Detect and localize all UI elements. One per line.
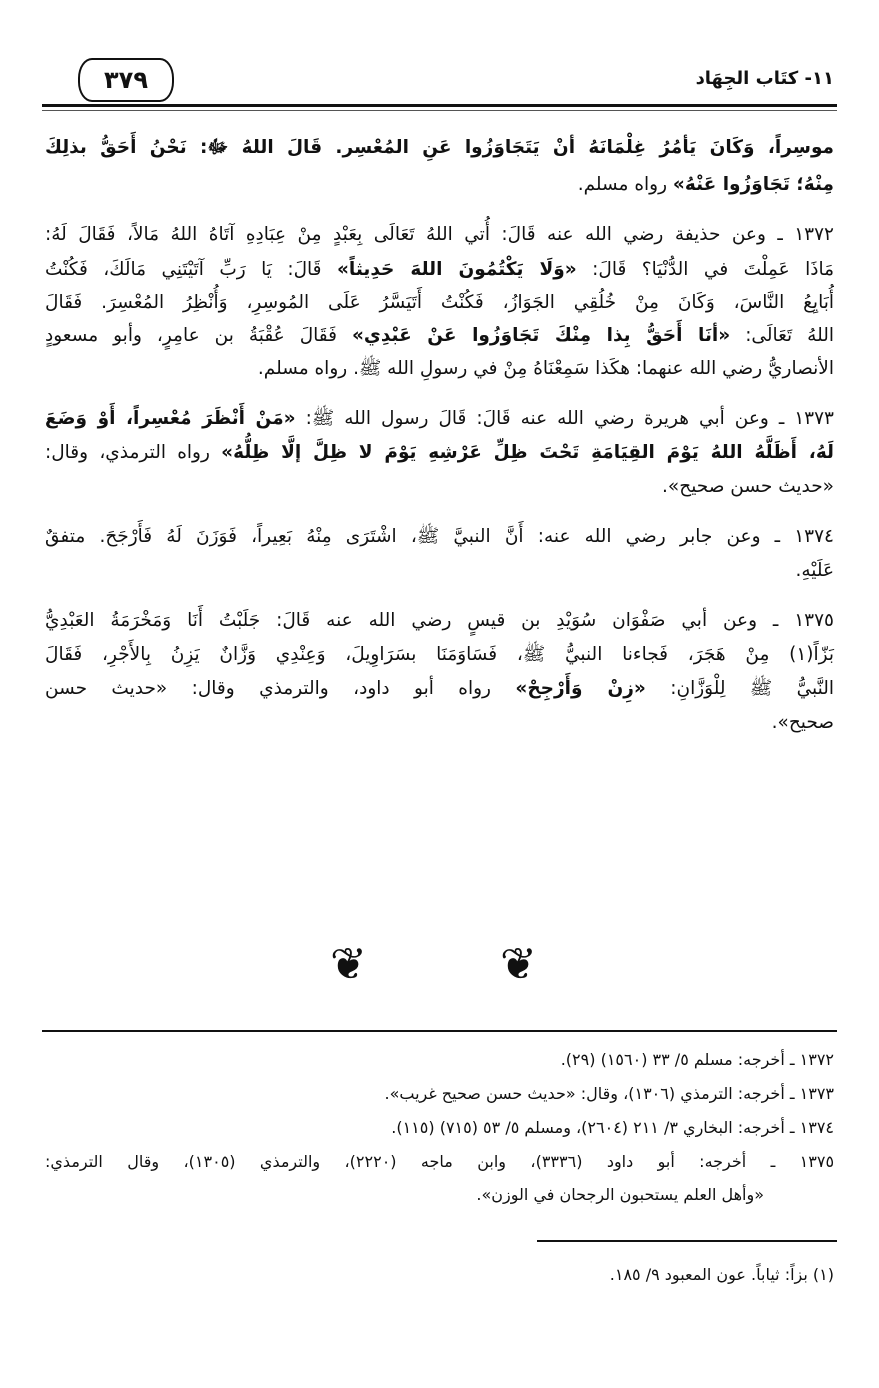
text-line <box>45 438 834 468</box>
text-line <box>45 472 834 502</box>
text-line <box>45 220 834 250</box>
text-line <box>45 170 834 200</box>
text-segment: عَلَيْهِ. <box>795 560 834 581</box>
text-line <box>45 640 834 670</box>
text-line <box>45 522 834 552</box>
hadith-quote-text: «وَلَا يَكْتُمُونَ اللهَ حَدِيثاً» <box>336 259 577 280</box>
text-segment: أُبَايِعُ النَّاسَ، وَكَانَ مِنْ خُلُقِي الجَوَازُ، فَكُنْتُ أَتَيَسَّرُ عَلَى المُوسِرِ، وَأُنْظِرُ المُعْسِرَ. فَقَالَ <box>45 292 834 313</box>
text-line <box>45 708 834 738</box>
header-rule-thin <box>42 110 837 111</box>
text-segment: فَقَالَ عُقْبَةُ بن عامِرٍ، وأبو مسعودٍ <box>45 325 352 346</box>
text-segment: رواه مسلم. <box>577 174 673 195</box>
text-segment: مَاذَا عَمِلْتَ في الدُّنْيَا؟ قَالَ: <box>576 259 834 280</box>
text-line <box>45 606 834 636</box>
text-line <box>45 354 834 384</box>
hadith-quote-text: «مَنْ أَنْظَرَ مُعْسِراً، أَوْ وَضَعَ <box>45 408 296 429</box>
text-segment: الأنصاريُّ رضي الله عنهما: هكَذا سَمِعْنَاهُ مِنْ في رسولِ الله ﷺ. رواه مسلم. <box>257 358 834 379</box>
text-segment: قَالَ: يَا رَبِّ آتَيْتَنِي مَالَكَ، فَكُنْتُ <box>45 259 337 280</box>
text-segment: رواه أبو داود، والترمذي وقال: «حديث حسن <box>45 678 516 699</box>
text-segment: بَزّاً(١) مِنْ هَجَرَ، فَجاءنا النبيُّ ﷺ، فَسَاوَمَنَا بسَرَاوِيلَ، وَعِنْدِي وَزَّانٌ يَزِنُ بِالأَجْرِ، فَقَالَ <box>45 644 834 665</box>
text-segment: ١٣٧٢ ـ وعن حذيفة رضي الله عنه قَالَ: أُتي اللهُ تَعَالَى بِعَبْدٍ مِنْ عِبَادِهِ آتَاهُ اللهُ مَالاً، فَقَالَ لَهُ: <box>45 224 834 245</box>
text-segment: ١٣٧٥ ـ وعن أبي صَفْوَان سُوَيْدِ بن قيسٍ رضي الله عنه قَالَ: جَلَبْتُ أَنَا وَمَخْرَمَةُ العَبْدِيُّ <box>45 610 834 631</box>
section-ornaments <box>0 940 879 1000</box>
footnote-note-1: (١) بزاً: ثياباً. عون المعبود ٩/ ١٨٥. <box>609 1265 834 1284</box>
text-line <box>45 556 834 586</box>
text-line <box>45 288 834 318</box>
chapter-title: ١١- كتَاب الجِهَاد <box>695 68 834 89</box>
header-rule <box>42 104 837 107</box>
floral-ornament-icon: ❦ <box>500 939 537 990</box>
text-segment: رواه الترمذي، وقال: <box>45 442 222 463</box>
text-line <box>45 255 834 285</box>
text-line <box>45 133 834 163</box>
text-segment: اللهُ تَعَالَى: <box>730 325 834 346</box>
hadith-quote-text: «زِنْ وَأَرْجِحْ» <box>515 678 646 699</box>
hadith-quote-text: لَهُ، أَظَلَّهُ اللهُ يَوْمَ القِيَامَةِ تَحْتَ ظِلِّ عَرْشِهِ يَوْمَ لا ظِلَّ إلَّا ظِلُّهُ» <box>221 442 834 463</box>
text-line <box>45 404 834 434</box>
text-line <box>45 321 834 351</box>
footnote-divider <box>42 1030 837 1032</box>
page-number: ٣٧٩ <box>104 66 148 94</box>
page-number-frame <box>78 58 174 102</box>
note-divider <box>537 1240 837 1242</box>
text-segment: النَّبيُّ ﷺ لِلْوَزَّانِ: <box>645 678 834 699</box>
footnote-1375-cont: «وأهل العلم يستحبون الرجحان في الوزن». <box>476 1185 764 1204</box>
text-segment: ١٣٧٤ ـ وعن جابر رضي الله عنه: أَنَّ النبيَّ ﷺ، اشْتَرَى مِنْهُ بَعِيراً، فَوَزَنَ لَهُ فَأَرْجَحَ. متفقٌ <box>45 526 834 547</box>
footnote-1374: ١٣٧٤ ـ أخرجه: البخاري ٣/ ٢١١ (٢٦٠٤)، ومسلم ٥/ ٥٣ (٧١٥) (١١٥). <box>391 1118 834 1137</box>
text-segment: «حديث حسن صحيح». <box>662 476 834 497</box>
footnote-1372: ١٣٧٢ ـ أخرجه: مسلم ٥/ ٣٣ (١٥٦٠) (٢٩). <box>560 1050 834 1069</box>
hadith-quote-text: «أنَا أَحَقُّ بِذا مِنْكَ تَجَاوَزُوا عَنْ عَبْدِي» <box>351 325 731 346</box>
hadith-quote-text: موسِراً، وَكَانَ يَأمُرُ غِلْمَانَهُ أنْ يَتَجَاوَزُوا عَنِ المُعْسِر. قَالَ اللهُ ﷻ: نَحْنُ أَحَقُّ بذلِكَ <box>45 137 834 158</box>
footnote-1375: ١٣٧٥ ـ أخرجه: أبو داود (٣٣٣٦)، وابن ماجه (٢٢٢٠)، والترمذي (١٣٠٥)، وقال الترمذي: <box>45 1152 835 1171</box>
footnote-1373: ١٣٧٣ ـ أخرجه: الترمذي (١٣٠٦)، وقال: «حديث حسن صحيح غريب». <box>384 1084 834 1103</box>
hadith-quote-text: مِنْهُ؛ تَجَاوَزُوا عَنْهُ» <box>672 174 834 195</box>
text-segment: ١٣٧٣ ـ وعن أبي هريرة رضي الله عنه قَالَ: قَالَ رسول الله ﷺ: <box>295 408 834 429</box>
text-line <box>45 674 834 704</box>
text-segment: صحيح». <box>771 712 834 733</box>
floral-ornament-icon: ❦ <box>330 939 367 990</box>
